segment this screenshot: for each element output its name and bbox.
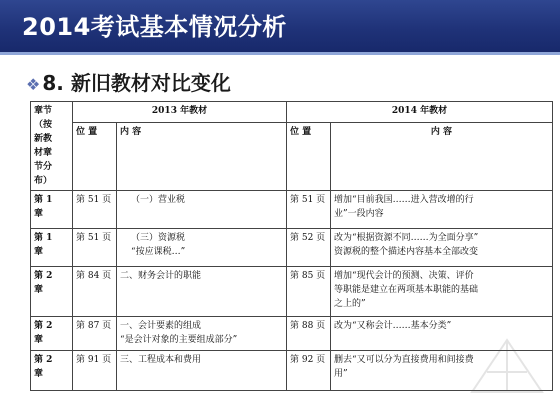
- table-row: [31, 267, 553, 317]
- old-position-cell: 第 87 页: [73, 317, 117, 351]
- banner-underline: [0, 52, 560, 55]
- old-content-cell: 一、会计要素的组成 “是会计对象的主要组成部分”: [117, 317, 287, 351]
- section-title: [26, 70, 231, 98]
- chapter-header-cell: 章节 （按 新教 材章 节分 布）: [31, 102, 73, 191]
- new-position-cell: 第 52 页: [287, 229, 331, 267]
- old-content-header: 内 容: [117, 123, 287, 191]
- old-position-header: 位 置: [73, 123, 117, 191]
- section-title-text: 8. 新旧教材对比变化: [42, 71, 231, 95]
- new-position-cell: 第 92 页: [287, 351, 331, 391]
- textbook-comparison-table: [30, 101, 553, 391]
- slide-title: 2014考试基本情况分析: [22, 13, 287, 41]
- old-content-cell: （三）资源税 “按应课税…”: [117, 229, 287, 267]
- new-content-cell: 删去“又可以分为直接费用和间接费 用”: [331, 351, 553, 391]
- chapter-cell: 第 2 章: [31, 267, 73, 317]
- chapter-cell: 第 2 章: [31, 317, 73, 351]
- new-content-cell: 增加“目前我国……进入营改增的行 业”一段内容: [331, 191, 553, 229]
- old-position-cell: 第 91 页: [73, 351, 117, 391]
- new-content-header: 内 容: [331, 123, 553, 191]
- old-position-cell: 第 84 页: [73, 267, 117, 317]
- new-position-cell: 第 88 页: [287, 317, 331, 351]
- new-content-cell: 改为“又称会计……基本分类”: [331, 317, 553, 351]
- old-content-cell: 二、财务会计的职能: [117, 267, 287, 317]
- new-position-header: 位 置: [287, 123, 331, 191]
- chapter-cell: 第 2 章: [31, 351, 73, 391]
- table-row: [31, 191, 553, 229]
- old-content-cell: 三、工程成本和费用: [117, 351, 287, 391]
- table-row: [31, 229, 553, 267]
- table-row: [31, 351, 553, 391]
- old-position-cell: 第 51 页: [73, 229, 117, 267]
- new-content-cell: 改为“根据资源不同……为全面分享” 资源税的整个描述内容基本全部改变: [331, 229, 553, 267]
- year-2014-header: 2014 年教材: [287, 102, 553, 123]
- new-position-cell: 第 51 页: [287, 191, 331, 229]
- new-content-cell: 增加“现代会计的预测、决策、评价 等职能是建立在两项基本职能的基础 之上的”: [331, 267, 553, 317]
- chapter-cell: 第 1 章: [31, 229, 73, 267]
- new-position-cell: 第 85 页: [287, 267, 331, 317]
- old-content-cell: （一）营业税: [117, 191, 287, 229]
- year-2013-header: 2013 年教材: [73, 102, 287, 123]
- old-position-cell: 第 51 页: [73, 191, 117, 229]
- diamond-bullet-icon: ❖: [26, 75, 41, 94]
- chapter-cell: 第 1 章: [31, 191, 73, 229]
- table-row: [31, 317, 553, 351]
